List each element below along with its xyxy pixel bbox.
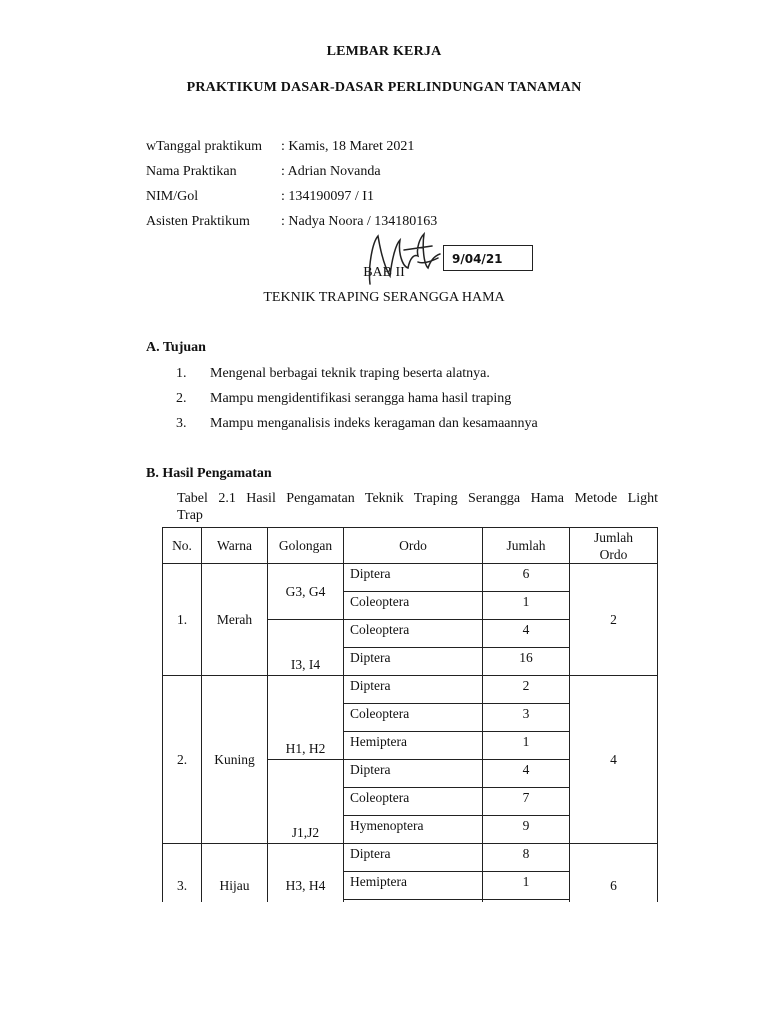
- cell-ordo: Diptera: [344, 676, 483, 704]
- cell-jumlah: 1: [483, 732, 570, 760]
- section-a-heading: A. Tujuan: [146, 340, 206, 355]
- cell-no: 3.: [163, 844, 202, 928]
- cell-ordo: Coleoptera: [344, 704, 483, 732]
- cell-ordo: Coleoptera: [344, 620, 483, 648]
- cell-ordo: Hemiptera: [344, 872, 483, 900]
- cell-jumlah: 8: [483, 844, 570, 872]
- cell-ordo: Hymenoptera: [344, 816, 483, 844]
- cell-no: 2.: [163, 676, 202, 844]
- cell-jumlah: 4: [483, 760, 570, 788]
- objective-number: 1.: [176, 366, 187, 381]
- info-label-name: Nama Praktikan: [146, 164, 237, 179]
- cell-golongan: J1,J2: [268, 760, 344, 844]
- cell-jumlah: 7: [483, 788, 570, 816]
- cell-jumlah: 9: [483, 816, 570, 844]
- cell-jumlah: 6: [483, 564, 570, 592]
- cell-ordo: Diptera: [344, 648, 483, 676]
- cell-jumlah: 1: [483, 872, 570, 900]
- cell-golongan: G3, G4: [268, 564, 344, 620]
- objective-text: Mampu menganalisis indeks keragaman dan kesamaannya: [210, 416, 538, 431]
- cell-jumlah: 3: [483, 704, 570, 732]
- header-warna: Warna: [202, 528, 268, 564]
- cell-ordo: Diptera: [344, 844, 483, 872]
- table-caption: Tabel 2.1 Hasil Pengamatan Teknik Traping Serangga Hama Metode Light: [177, 491, 658, 506]
- cell-ordo: Diptera: [344, 564, 483, 592]
- cell-jumlah: 4: [483, 620, 570, 648]
- objective-text: Mampu mengidentifikasi serangga hama hasil traping: [210, 391, 512, 406]
- header-golongan: Golongan: [268, 528, 344, 564]
- info-value-name: : Adrian Novanda: [281, 164, 381, 179]
- header-no: No.: [163, 528, 202, 564]
- table-row: [163, 564, 658, 592]
- objective-number: 2.: [176, 391, 187, 406]
- header-ordo: Ordo: [344, 528, 483, 564]
- cell-jumlah-ordo: 4: [570, 676, 658, 844]
- cell-ordo: Hemiptera: [344, 732, 483, 760]
- cell-jumlah: 2: [483, 676, 570, 704]
- cell-golongan: H3, H4: [268, 844, 344, 928]
- table-header-row: [163, 528, 658, 564]
- header-jumlah: Jumlah: [483, 528, 570, 564]
- cell-jumlah: 1: [483, 592, 570, 620]
- page-break-mask: [150, 902, 670, 932]
- chapter-title: TEKNIK TRAPING SERANGGA HAMA: [263, 290, 505, 305]
- info-label-nim: NIM/Gol: [146, 189, 199, 204]
- section-b-heading: B. Hasil Pengamatan: [146, 466, 272, 481]
- header-jumlah-ordo-line1: Jumlah: [594, 529, 633, 545]
- cell-no: 1.: [163, 564, 202, 676]
- cell-ordo: Coleoptera: [344, 592, 483, 620]
- cell-jumlah-ordo: 6: [570, 844, 658, 928]
- cell-jumlah: 16: [483, 648, 570, 676]
- cell-golongan: I3, I4: [268, 620, 344, 676]
- header-jumlah-ordo: [570, 528, 658, 564]
- signature-handwritten: [360, 228, 450, 290]
- table-caption-cont: Trap: [177, 508, 203, 523]
- cell-warna: Hijau: [202, 844, 268, 928]
- cell-warna: Merah: [202, 564, 268, 676]
- table-row: [163, 844, 658, 872]
- cell-golongan: H1, H2: [268, 676, 344, 760]
- cell-ordo: Diptera: [344, 760, 483, 788]
- document-title: LEMBAR KERJA: [326, 44, 442, 59]
- info-label-date: wTanggal praktikum: [146, 139, 263, 154]
- signature-date-box: 9/04/21: [443, 245, 533, 271]
- objective-text: Mengenal berbagai teknik traping beserta alatnya.: [210, 366, 490, 381]
- info-label-assistant: Asisten Praktikum: [146, 214, 250, 229]
- header-jumlah-ordo-line2: Ordo: [599, 546, 628, 562]
- info-value-assistant: : Nadya Noora / 134180163: [281, 214, 438, 229]
- info-value-date: : Kamis, 18 Maret 2021: [281, 139, 415, 154]
- info-value-nim: : 134190097 / I1: [281, 189, 374, 204]
- cell-warna: Kuning: [202, 676, 268, 844]
- objective-number: 3.: [176, 416, 187, 431]
- chapter-number: BAB II: [363, 265, 405, 280]
- cell-jumlah-ordo: 2: [570, 564, 658, 676]
- table-row: [163, 676, 658, 704]
- document-subtitle: PRAKTIKUM DASAR-DASAR PERLINDUNGAN TANAMAN: [186, 80, 582, 95]
- cell-ordo: Coleoptera: [344, 788, 483, 816]
- observation-table: [162, 527, 658, 928]
